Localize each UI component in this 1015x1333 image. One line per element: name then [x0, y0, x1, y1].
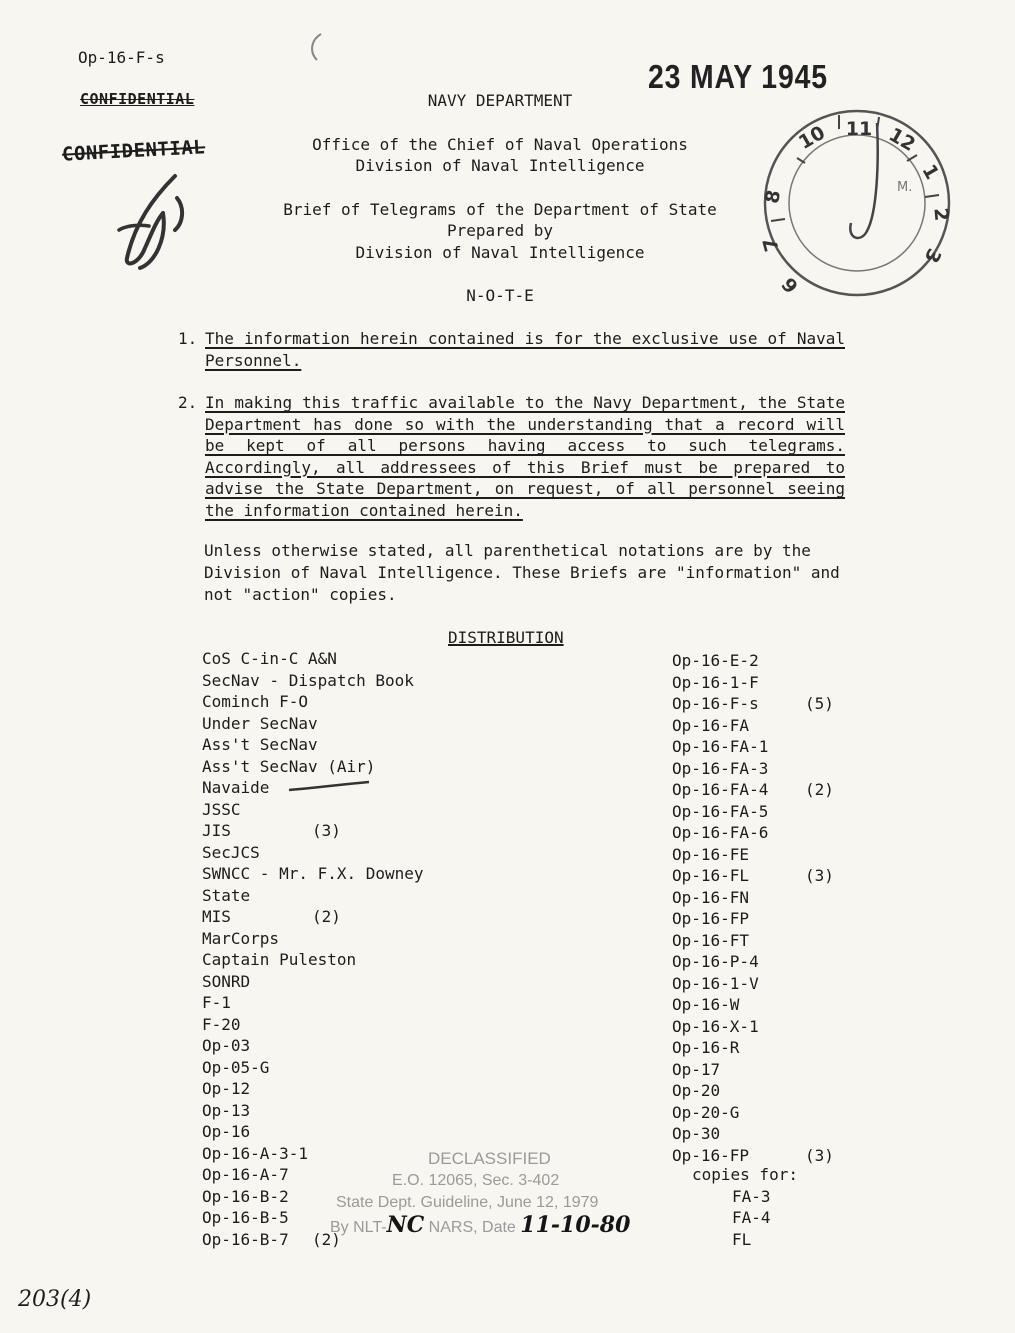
- distribution-addressee: Op-12: [202, 1079, 251, 1098]
- distribution-addressee: Op-16-FN: [672, 887, 750, 907]
- distribution-addressee: Op-30: [672, 1124, 721, 1143]
- distribution-row: [202, 928, 424, 950]
- distribution-row: [672, 951, 768, 973]
- distribution-addressee: Op-16-FA-6: [672, 823, 769, 842]
- distribution-addressee: Op-16-W: [672, 995, 740, 1014]
- distribution-addressee: SecNav - Dispatch Book: [202, 670, 414, 690]
- caveat-paragraph: Unless otherwise stated, all parenthetical notations are by the Division of Naval Intelligence. These Briefs are "information" and not "action" copies.: [204, 541, 840, 604]
- distribution-addressee: Op-16-A-7: [202, 1165, 289, 1184]
- distribution-addressee: MIS: [202, 907, 231, 926]
- distribution-row: [672, 822, 768, 844]
- note-item-1: [178, 328, 845, 371]
- distribution-addressee: Op-20-G: [672, 1102, 740, 1122]
- stamp-number: 12: [885, 123, 919, 156]
- distribution-addressee: Cominch F-O: [202, 692, 308, 711]
- distribution-addressee: Op-03: [202, 1036, 251, 1055]
- distribution-row: [202, 1057, 424, 1079]
- distribution-row: [672, 930, 768, 952]
- distribution-addressee: F-1: [202, 993, 231, 1012]
- distribution-row: [672, 1016, 768, 1038]
- distribution-addressee: Op-05-G: [202, 1057, 270, 1077]
- distribution-addressee: State: [202, 885, 251, 905]
- distribution-copy-count: (2): [805, 780, 834, 799]
- distribution-row: [672, 1037, 768, 1059]
- classification-marking-struck: CONFIDENTIAL: [80, 90, 195, 108]
- distribution-row: [672, 908, 768, 930]
- declass-guideline: State Dept. Guideline, June 12, 1979: [336, 1194, 599, 1211]
- distribution-addressee: Op-16-F-s: [672, 694, 759, 713]
- distribution-list-right: [672, 650, 834, 1166]
- distribution-addressee: SONRD: [202, 971, 251, 991]
- distribution-addressee: Op-16-P-4: [672, 952, 759, 971]
- distribution-addressee: Op-16-FA-4: [672, 780, 769, 799]
- distribution-row: [202, 1121, 424, 1143]
- distribution-row: [672, 887, 768, 909]
- distribution-row: [202, 906, 424, 928]
- distribution-row: [672, 865, 834, 887]
- distribution-addressee: Op-16-FE: [672, 844, 750, 864]
- header-block: [240, 90, 760, 307]
- stamp-number: 11: [845, 118, 873, 140]
- distribution-row: [202, 648, 424, 670]
- distribution-addressee: Under SecNav: [202, 713, 318, 733]
- handwritten-initials-icon: [105, 168, 195, 278]
- distribution-row: [672, 1080, 768, 1102]
- department-title: NAVY DEPARTMENT: [427, 91, 573, 110]
- distribution-row: [672, 801, 768, 823]
- distribution-addressee: Op-16-FA-1: [672, 737, 769, 756]
- distribution-addressee: JIS: [202, 821, 231, 840]
- distribution-row: [202, 799, 424, 821]
- office-line-1: Office of the Chief of Naval Operations: [312, 134, 688, 154]
- distribution-row: [202, 820, 424, 842]
- distribution-copy-count: (3): [312, 821, 341, 840]
- stamp-inner-text: M.: [897, 180, 913, 195]
- distribution-row: [202, 713, 424, 735]
- distribution-addressee: Op-20: [672, 1081, 721, 1100]
- distribution-addressee: Op-16-FP: [672, 909, 750, 928]
- distribution-row: [202, 1035, 424, 1057]
- distribution-row: [202, 863, 424, 885]
- distribution-row: [672, 715, 768, 737]
- distribution-row: [202, 1078, 424, 1100]
- office-line-2: Division of Naval Intelligence: [355, 156, 645, 175]
- declass-title: DECLASSIFIED: [428, 1149, 551, 1168]
- distribution-addressee: Op-16-B-5: [202, 1208, 289, 1227]
- brief-line-2: Prepared by: [447, 221, 553, 240]
- distribution-addressee: Op-16-X-1: [672, 1016, 759, 1036]
- distribution-addressee: Op-16-FA-3: [672, 758, 769, 778]
- distribution-copy-count: (3): [805, 866, 834, 885]
- distribution-addressee: Op-16-1-F: [672, 672, 759, 692]
- distribution-addressee: Ass't SecNav (Air): [202, 756, 376, 776]
- copies-for-item: FL: [732, 1229, 752, 1249]
- distribution-row: [202, 670, 424, 692]
- distribution-addressee: MarCorps: [202, 928, 280, 948]
- distribution-row: [202, 691, 424, 713]
- distribution-addressee: SecJCS: [202, 842, 260, 862]
- declassification-stamp: [330, 1148, 670, 1239]
- distribution-row: [202, 842, 424, 864]
- distribution-addressee: Op-16-R: [672, 1038, 740, 1057]
- distribution-copy-count: (2): [312, 1229, 341, 1249]
- distribution-addressee: Op-16-FA-5: [672, 801, 769, 821]
- declass-by-prefix: By NLT-: [330, 1219, 387, 1236]
- copies-for-item: FA-4: [732, 1208, 771, 1227]
- distribution-row: [202, 1014, 424, 1036]
- distribution-row: [202, 756, 424, 778]
- distribution-row: [672, 1102, 768, 1124]
- distribution-row: [202, 1100, 424, 1122]
- note-text: In making this traffic available to the Navy Department, the State Department has done so with the understanding that a record will be kept of all persons having access to such telegrams. Accordingly, all addressees of this Brief must be prepared to advise the State Department, on request, of all personnel seeing the information contained herein.: [205, 393, 845, 520]
- distribution-row: [672, 1145, 834, 1167]
- date-stamp: 23 MAY 1945: [648, 58, 828, 95]
- distribution-row: [672, 1123, 768, 1145]
- distribution-addressee: Op-16-B-2: [202, 1186, 289, 1206]
- distribution-addressee: JSSC: [202, 799, 241, 819]
- distribution-row: [202, 734, 424, 756]
- distribution-addressee: Ass't SecNav: [202, 735, 318, 754]
- distribution-addressee: Op-16-B-7: [202, 1229, 289, 1249]
- distribution-row: [202, 885, 424, 907]
- stamp-number: 3: [919, 244, 946, 267]
- distribution-row: [672, 736, 768, 758]
- distribution-row: [672, 994, 768, 1016]
- distribution-row: [672, 650, 768, 672]
- distribution-addressee: Op-16-A-3-1: [202, 1143, 308, 1163]
- distribution-copy-count: (3): [805, 1145, 834, 1165]
- note-number: 2.: [178, 393, 198, 412]
- handwritten-count: 203(4): [18, 1287, 92, 1312]
- distribution-row: [672, 758, 768, 780]
- distribution-addressee: Op-16: [202, 1122, 251, 1141]
- distribution-addressee: Op-16-E-2: [672, 651, 759, 670]
- file-code: Op-16-F-s: [78, 48, 165, 67]
- distribution-addressee: CoS C-in-C A&N: [202, 649, 337, 668]
- stamp-number: 8: [760, 187, 786, 206]
- distribution-row: [672, 844, 768, 866]
- distribution-row: [672, 672, 768, 694]
- distribution-row: [202, 992, 424, 1014]
- note-number: 1.: [178, 329, 198, 348]
- distribution-addressee: Op-16-1-V: [672, 973, 759, 993]
- distribution-addressee: Op-16-FL: [672, 866, 750, 885]
- distribution-addressee: Navaide: [202, 778, 270, 797]
- distribution-heading: DISTRIBUTION: [448, 628, 564, 647]
- copies-for-block: [692, 1164, 798, 1250]
- distribution-addressee: Op-16-FT: [672, 930, 750, 950]
- copies-for-label: copies for:: [692, 1165, 798, 1184]
- distribution-addressee: Op-13: [202, 1100, 251, 1120]
- note-text: The information herein contained is for the exclusive use of Naval Personnel.: [205, 329, 845, 370]
- stamp-number: 10: [795, 121, 829, 154]
- note-item-2: [178, 392, 845, 521]
- stamp-number: 7: [758, 235, 784, 254]
- declass-authority: E.O. 12065, Sec. 3-402: [392, 1172, 560, 1189]
- distribution-copy-count: (5): [805, 694, 834, 713]
- brief-line-3: Division of Naval Intelligence: [355, 242, 645, 262]
- distribution-addressee: Op-16-FP: [672, 1145, 750, 1165]
- declass-nars-label: NARS, Date: [424, 1219, 521, 1236]
- classification-marking-struck-bold: CONFIDENTIAL: [61, 136, 206, 166]
- pencil-check-mark-icon: [285, 780, 375, 800]
- distribution-addressee: Captain Puleston: [202, 950, 357, 969]
- declass-signoff: [330, 1214, 670, 1239]
- distribution-addressee: Op-17: [672, 1059, 721, 1079]
- note-title: N-O-T-E: [466, 286, 534, 305]
- declass-initials: NC: [386, 1212, 425, 1238]
- distribution-row: [672, 693, 834, 715]
- distribution-copy-count: (2): [312, 907, 341, 926]
- distribution-addressee: Op-16-FA: [672, 715, 750, 735]
- copies-for-item: FA-3: [732, 1186, 771, 1206]
- declass-date: 11-10-80: [520, 1212, 631, 1238]
- distribution-addressee: SWNCC - Mr. F.X. Downey: [202, 864, 424, 883]
- stamp-number: 6: [777, 272, 804, 297]
- distribution-row: [202, 971, 424, 993]
- received-clock-stamp-icon: [757, 103, 957, 303]
- distribution-row: [202, 949, 424, 971]
- stamp-number: 1: [917, 160, 944, 184]
- distribution-row: [672, 1059, 768, 1081]
- scribble-mark-icon: [305, 30, 327, 64]
- distribution-row: [672, 779, 834, 801]
- distribution-row: [672, 973, 768, 995]
- brief-line-1: Brief of Telegrams of the Department of State: [283, 199, 717, 219]
- distribution-addressee: F-20: [202, 1014, 241, 1034]
- stamp-number: 2: [929, 206, 953, 223]
